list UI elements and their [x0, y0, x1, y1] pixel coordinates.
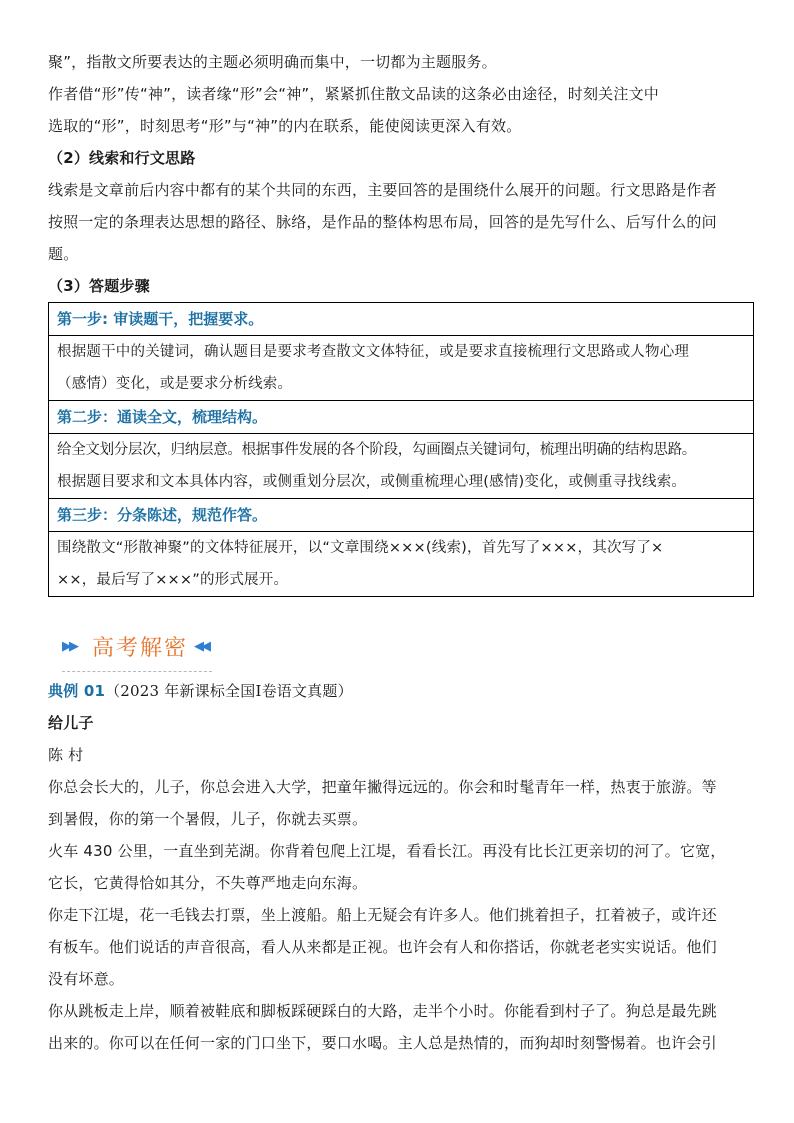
- intro-paragraph-line: 作者借“形”传“神”，读者缘“形”会“神”，紧紧抓住散文品读的这条必由途径，时刻关注文中: [48, 85, 659, 103]
- step-body-3: [49, 531, 753, 596]
- step-body-1: [49, 335, 753, 400]
- step-body-line: ××，最后写了×××”的形式展开。: [57, 572, 289, 588]
- banner-title: 高考解密: [92, 636, 189, 661]
- step-body-line: 根据题干中的关键词，确认题目是要求考查散文文体特征，或是要求直接梳理行文思路或人物心理: [57, 344, 690, 360]
- section-text-line: 按照一定的条理表达思想的路径、脉络，是作品的整体构思布局，回答的是先写什么、后写什么的问: [48, 213, 717, 231]
- step-body-line: 围绕散文“形散神聚”的文体特征展开，以“文章围绕×××(线索)，首先写了×××，其次写了×: [57, 540, 664, 556]
- double-left-arrow-icon: ◀◀: [194, 639, 208, 654]
- section-text-line: 线索是文章前后内容中都有的某个共同的东西，主要回答的是围绕什么展开的问题。行文思路是作者: [48, 181, 717, 199]
- poem-paragraph-1: [48, 771, 754, 835]
- intro-paragraph-line: 选取的“形”，时刻思考“形”与“神”的内在联系，能使阅读更深入有效。: [48, 117, 522, 135]
- intro-line: 聚”，指散文所要表达的主题必须明确而集中，一切都为主题服务。: [48, 53, 497, 71]
- document-page: [48, 46, 754, 1059]
- step-body-line: 给全文划分层次，归纳层意。根据事件发展的各个阶段，勾画圈点关键词句，梳理出明确的结构思路。: [57, 442, 696, 458]
- poem-line: 火车 430 公里，一直坐到芜湖。你背着包爬上江堤，看看长江。再没有比长江更亲切的河了。它宽，: [48, 842, 726, 860]
- poem-line: 你走下江堤，花一毛钱去打票，坐上渡船。船上无疑会有许多人。他们挑着担子，扛着被子，或许还: [48, 906, 717, 924]
- poem-paragraph-2: [48, 835, 754, 899]
- double-right-arrow-icon: ▶▶: [62, 639, 76, 654]
- poem-line: 到暑假，你的第一个暑假，儿子，你就去买票。: [48, 810, 368, 828]
- step-body-2: [49, 433, 753, 498]
- answer-steps-table: [48, 302, 754, 597]
- section-text-line: 题。: [48, 245, 79, 263]
- step-title-3: 第三步：分条陈述，规范作答。: [49, 498, 753, 531]
- poem-title: 给儿子: [48, 714, 94, 732]
- poem-paragraph-3: [48, 899, 754, 995]
- poem-author: 陈 村: [48, 746, 84, 764]
- step-title-2: 第二步：通读全文，梳理结构。: [49, 400, 753, 433]
- example-source: （2023 年新课标全国Ⅰ卷语文真题）: [105, 682, 353, 700]
- poem-paragraph-4: [48, 995, 754, 1059]
- step-body-line: （感情）变化，或是要求分析线索。: [57, 376, 293, 392]
- example-header: [48, 675, 754, 707]
- poem-line: 你从跳板走上岸，顺着被鞋底和脚板踩硬踩白的大路，走半个小时。你能看到村子了。狗总是最先跳: [48, 1002, 717, 1020]
- section-banner: [48, 627, 754, 673]
- step-body-line: 根据题目要求和文本具体内容，或侧重划分层次，或侧重梳理心理(感情)变化，或侧重寻找线索。: [57, 474, 687, 490]
- section-heading-clues: （2）线索和行文思路: [48, 149, 196, 167]
- example-tag: 典例 01: [48, 682, 106, 700]
- poem-line: 出来的。你可以在任何一家的门口坐下，要口水喝。主人总是热情的，而狗却时刻警惕着。也许会引: [48, 1034, 717, 1052]
- banner-divider: [62, 671, 212, 672]
- poem-line: 你总会长大的，儿子，你总会进入大学，把童年撇得远远的。你会和时髦青年一样，热衷于旅游。等: [48, 778, 717, 796]
- section-heading-steps: （3）答题步骤: [48, 277, 150, 295]
- step-title-1: 第一步: 审读题干，把握要求。: [57, 310, 264, 328]
- poem-line: 有板车。他们说话的声音很高，看人从来都是正视。也许会有人和你搭话，你就老老实实说话。他们: [48, 938, 717, 956]
- poem-line: 它长，它黄得恰如其分，不失尊严地走向东海。: [48, 874, 368, 892]
- poem-line: 没有坏意。: [48, 970, 125, 988]
